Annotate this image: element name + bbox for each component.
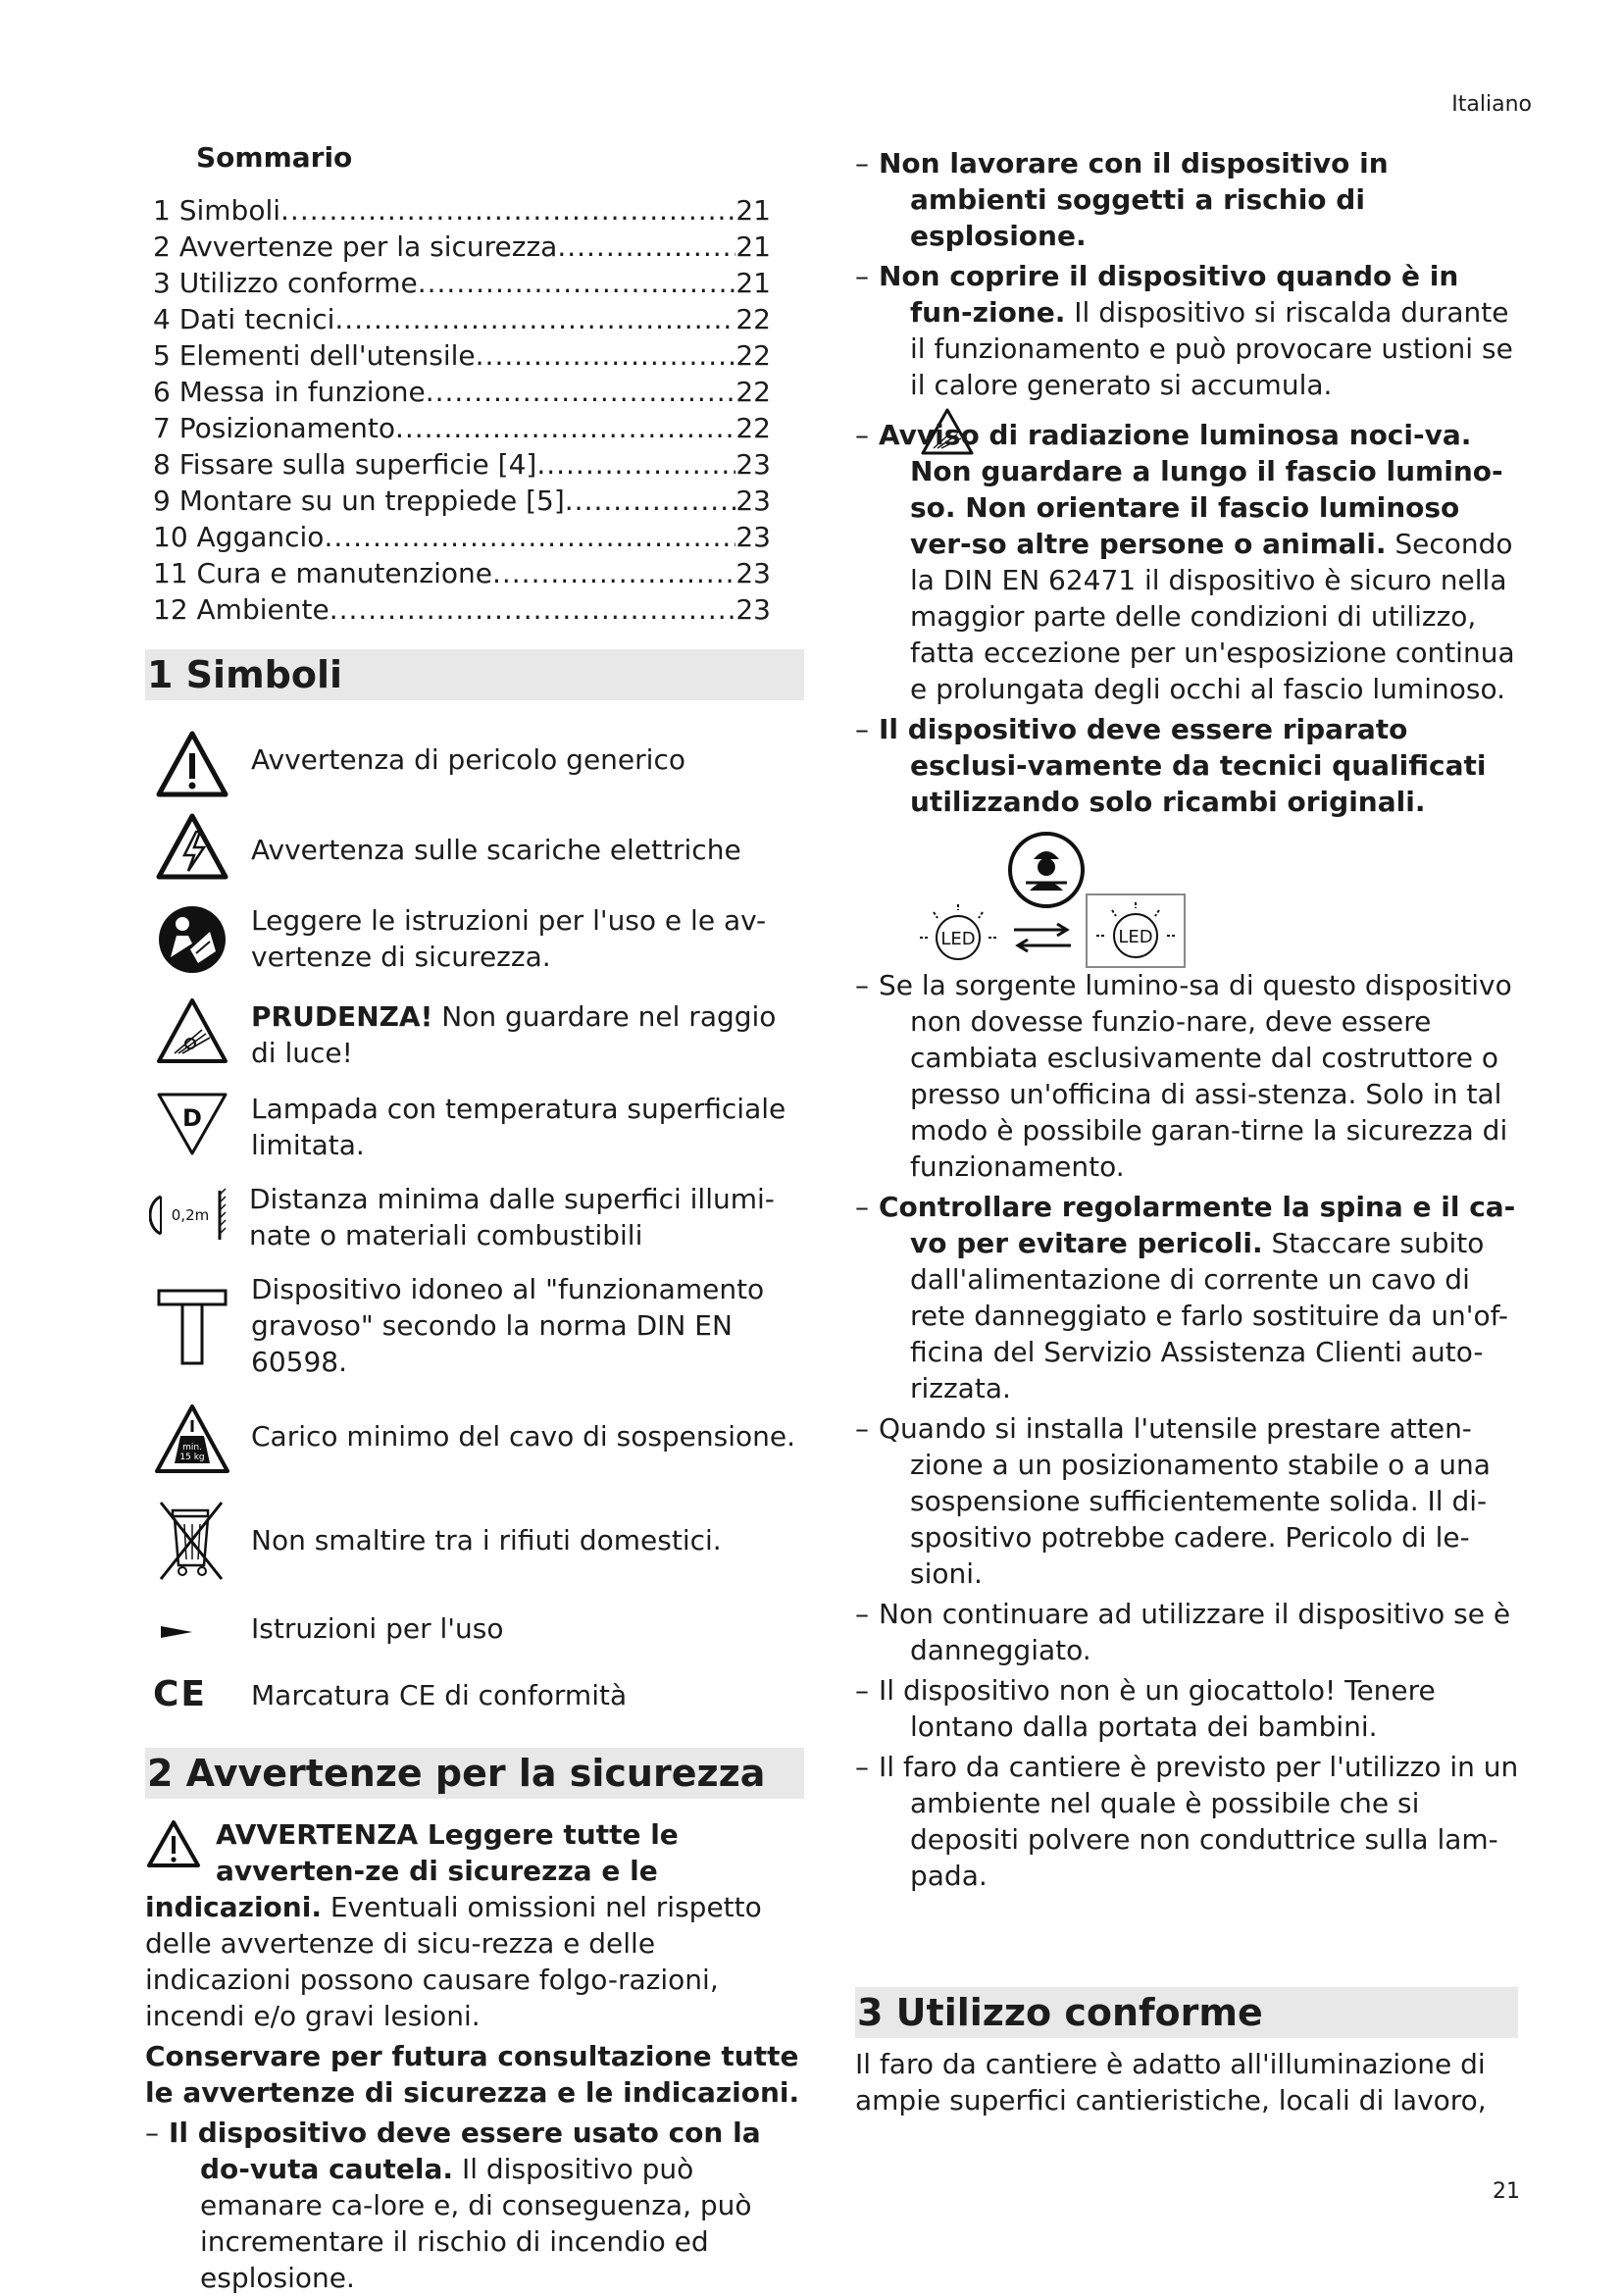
electric-shock-warning-icon: [153, 810, 231, 885]
toc-item[interactable]: 5 Elementi dell'utensile ..... 22: [153, 337, 771, 374]
toc-item[interactable]: 7 Posizionamento ..... 22: [153, 410, 771, 446]
safety-item: – Controllare regolarmente la spina e il ca-vo per evitare pericoli. Staccare subito dall'alimentazione di corrente un cavo di rete danneggiato e farlo sostituire da un'of-ficina del Servizio Assistenza Clienti auto-rizzata.: [855, 1191, 1516, 1404]
symbol-text: Istruzioni per l'uso: [251, 1612, 504, 1645]
symbol-row: [147, 1399, 804, 1487]
led-replacement-pictogram: [855, 830, 1522, 967]
safety-item: – Non lavorare con il dispositivo in ambienti soggetti a rischio di esplosione.: [855, 147, 1389, 252]
section-heading-symbols: 1 Simboli: [145, 649, 804, 700]
min-load-icon: [153, 1399, 231, 1477]
toc-item[interactable]: 4 Dati tecnici ..... 22: [153, 301, 771, 337]
toc-item[interactable]: 8 Fissare sulla superficie [4] ..... 23: [153, 446, 771, 483]
symbol-row: [147, 1675, 804, 1724]
keep-instructions: Conservare per futura consultazione tutte le avvertenze di sicurezza e le indicazioni.: [145, 2040, 800, 2109]
section-heading-safety: 2 Avvertenze per la sicurezza: [145, 1748, 804, 1799]
light-beam-warning-icon: [153, 995, 231, 1069]
arrow-icon: [153, 1612, 231, 1652]
symbol-row: [147, 902, 804, 985]
warning-triangle-icon: [153, 728, 231, 802]
symbol-row: [147, 1087, 804, 1161]
warning-paragraph: AVVERTENZA Leggere tutte le avverten-ze di sicurezza e le indicazioni. Eventuali omissioni nel rispetto delle avvertenze di sicu-rezza e delle indicazioni possono causare folgo-razioni, incendi e/o gravi lesioni.: [145, 1818, 762, 2032]
symbol-text: Dispositivo idoneo al "funzionamento gravoso" secondo la norma DIN EN 60598.: [251, 1273, 765, 1378]
safety-item: – Il faro da cantiere è previsto per l'utilizzo in un ambiente nel quale è possibile che si depositi polvere non conduttrice sulla lam-pada.: [855, 1751, 1519, 1892]
language-label: Italiano: [1451, 92, 1532, 117]
distance-icon: [149, 1177, 228, 1251]
toc-item[interactable]: 11 Cura e manutenzione ..... 23: [153, 555, 771, 591]
ce-mark-icon: CE: [153, 1674, 208, 1714]
toc-item[interactable]: 12 Ambiente ..... 23: [153, 591, 771, 628]
symbol-text: Distanza minima dalle superfici illumi-nate o materiali combustibili: [249, 1183, 775, 1251]
svg-text:LED: LED: [940, 929, 976, 949]
toc-item[interactable]: 9 Montare su un treppiede [5] ..... 23: [153, 483, 771, 519]
crossed-bin-icon: [153, 1497, 231, 1585]
toc-item[interactable]: 10 Aggancio ..... 23: [153, 519, 771, 555]
rough-service-icon: [153, 1285, 231, 1373]
toc-item[interactable]: 3 Utilizzo conforme ..... 21: [153, 265, 771, 301]
table-of-contents: [153, 192, 771, 628]
safety-item: – Il dispositivo deve essere usato con la do-vuta cautela. Il dispositivo può emanare ca-lore e, di conseguenza, può incrementare il rischio di incendio ed esplosione.: [145, 2117, 761, 2294]
led-bulb-new-icon: [1085, 893, 1187, 969]
svg-text:min.: min.: [182, 1443, 202, 1453]
safety-item: – Se la sorgente lumino-sa di questo dispositivo non dovesse funzio-nare, deve essere cambiata esclusivamente dal costruttore o presso un'officina di assi-stenza. Solo in tal modo è possibile garan-tirne la sicurezza di funzionamento.: [855, 969, 1512, 1183]
warning-triangle-icon: [145, 1818, 202, 1869]
symbol-text: Non smaltire tra i rifiuti domestici.: [251, 1524, 722, 1556]
led-bulb-broken-icon: [914, 900, 1002, 969]
toc-item[interactable]: 6 Messa in funzione ..... 22: [153, 374, 771, 410]
safety-item: – Non coprire il dispositivo quando è in fun-zione. Il dispositivo si riscalda durante il funzionamento e può provocare ustioni se il calore generato si accumula.: [855, 260, 1513, 401]
page-number: 21: [1493, 2179, 1520, 2204]
symbol-row: [147, 1177, 804, 1255]
symbol-text: Avvertenza sulle scariche elettriche: [251, 834, 741, 866]
safety-item: – Non continuare ad utilizzare il dispositivo se è danneggiato.: [855, 1598, 1511, 1666]
safety-left-column: [145, 1816, 804, 2296]
symbol-row: [147, 1271, 804, 1379]
safety-item: – Quando si installa l'utensile prestare atten-zione a un posizionamento stabile o a una sospensione sufficientemente solida. Il di-spositivo potrebbe cadere. Pericolo di le-sioni.: [855, 1412, 1491, 1590]
symbol-row: [147, 1608, 804, 1658]
safety-item: – Il dispositivo non è un giocattolo! Tenere lontano dalla portata dei bambini.: [855, 1674, 1436, 1743]
safety-item: – Il dispositivo deve essere riparato esclusi-vamente da tecnici qualificati utilizzando solo ricambi originali.: [855, 713, 1487, 818]
svg-text:D: D: [182, 1104, 202, 1132]
symbol-row: [147, 810, 804, 885]
symbol-text: PRUDENZA! Non guardare nel raggio di luce!: [251, 1000, 777, 1069]
svg-text:LED: LED: [1118, 927, 1153, 947]
symbol-row: [147, 995, 804, 1073]
svg-text:0,2m: 0,2m: [171, 1206, 210, 1224]
toc-item[interactable]: 1 Simboli ..... 21: [153, 192, 771, 229]
symbol-text: Avvertenza di pericolo generico: [251, 743, 685, 776]
svg-text:15 kg: 15 kg: [179, 1453, 205, 1462]
symbol-text: Carico minimo del cavo di sospensione.: [251, 1420, 796, 1453]
symbol-text: Marcatura CE di conformità: [251, 1679, 628, 1711]
toc-item[interactable]: 2 Avvertenze per la sicurezza ..... 21: [153, 229, 771, 265]
toc-title: Sommario: [196, 141, 353, 174]
intended-use-text: Il faro da cantiere è adatto all'illuminazione di ampie superfici cantieristiche, locali di lavoro,: [855, 2048, 1487, 2117]
safety-item: – Avviso di radiazione luminosa noci-va. Non guardare a lungo il fascio lumino-so. Non orientare il fascio luminoso ver-so altre persone o animali. Secondo la DIN EN 62471 il dispositivo è sicuro nella maggior parte delle condizioni di utilizzo, fatta eccezione per un'esposizione continua e prolungata degli occhi al fascio luminoso.: [855, 419, 1515, 705]
section-heading-intended-use: 3 Utilizzo conforme: [855, 1987, 1518, 2038]
swap-arrows-icon: [1008, 920, 1077, 955]
symbol-text: Leggere le istruzioni per l'uso e le av-vertenze di sicurezza.: [251, 904, 767, 973]
read-manual-icon: [153, 902, 231, 977]
symbol-row: [147, 1497, 804, 1595]
technician-icon: [1006, 830, 1087, 910]
d-triangle-icon: [153, 1087, 231, 1161]
symbol-row: [147, 728, 804, 802]
safety-right-column: [855, 141, 1522, 1894]
symbol-text: Lampada con temperatura superficiale limitata.: [251, 1093, 786, 1161]
